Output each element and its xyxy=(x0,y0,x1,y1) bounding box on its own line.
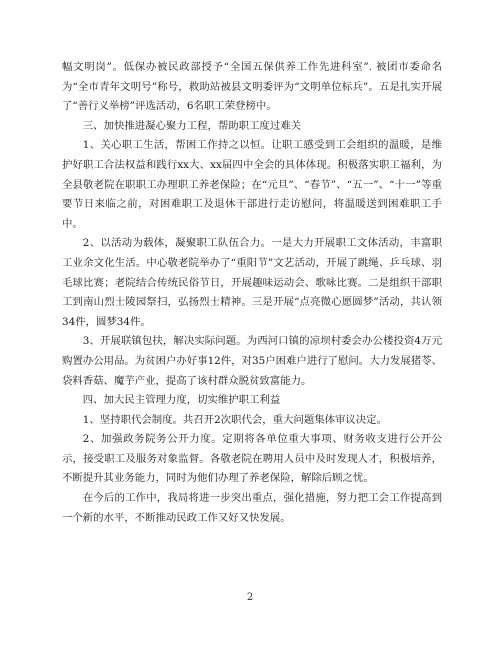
section-heading-four: 四、加大民主管理力度，切实维护职工利益 xyxy=(82,394,281,407)
paragraph-transparency: 2、加强政务院务公开力度。定期将各单位重大事项、财务收支进行公开公示，接受职工及服务对象监督。各敬老院在聘用人员中及时发现人才，积极培养，不断提升其业务能力，同时为他们办理了养老保险，解除后顾之忧。 xyxy=(62,433,442,485)
paragraph-town-support: 3、开展联镇包扶，解决实际问题。为西河口镇的凉坝村委会办公楼投资4万元购置办公用品。为贫困户办好事12件，对35户困难户进行了慰问。大力发展猪苓、袋料香菇、魔芋产业，提高了该村群众脱贫致富能力。 xyxy=(62,335,442,387)
paragraph-continuation: 幅文明岗”。低保办被民政部授予“全国五保供养工作先进科室”. 被团市委命名为“全市青年文明号”称号，救助站被县文明委评为“文明单位标兵”。五是扎实开展了“善行义举榜”评选活动，6名职工荣登榜中。 xyxy=(62,61,442,113)
paragraph-care-for-workers: 1、关心职工生活，帮困工作持之以恒。让职工感受到工会组织的温暖，是维护好职工合法权益和践行xx大、xx届四中全会的具体体现。积极落实职工福利，为全县敬老院在职职工办理职工养老保险；在“元旦”、“春节”、“五一”、“十一”等重要节日来临之前，对困难职工及退休干部进行走访慰问，将温暖送到困难职工手中。 xyxy=(62,139,442,230)
page-number: 2 xyxy=(246,592,254,603)
section-heading-three: 三、加快推进凝心聚力工程，帮助职工度过难关 xyxy=(82,119,301,132)
document-body xyxy=(62,58,442,528)
paragraph-conclusion: 在今后的工作中，我局将进一步突出重点，强化措施，努力把工会工作提高到一个新的水平，不断推动民政工作又好又快发展。 xyxy=(62,492,442,524)
paragraph-congress-system: 1、坚持职代会制度。共召开2次职代会，重大问题集体审议决定。 xyxy=(82,413,387,426)
paragraph-activities: 2、以活动为载体，凝聚职工队伍合力。一是大力开展职工文体活动，丰富职工业余文化生活。中心敬老院举办了“重阳节”文艺活动，开展了跳绳、乒乓球、羽毛球比赛；老院结合传统民俗节日，开展趣味运动会、歌咏比赛。二是组织干部职工到南山烈士陵园祭扫，弘扬烈士精神。三是开展“点亮微心愿圆梦”活动，共认领34件，圆梦34件。 xyxy=(62,237,442,328)
